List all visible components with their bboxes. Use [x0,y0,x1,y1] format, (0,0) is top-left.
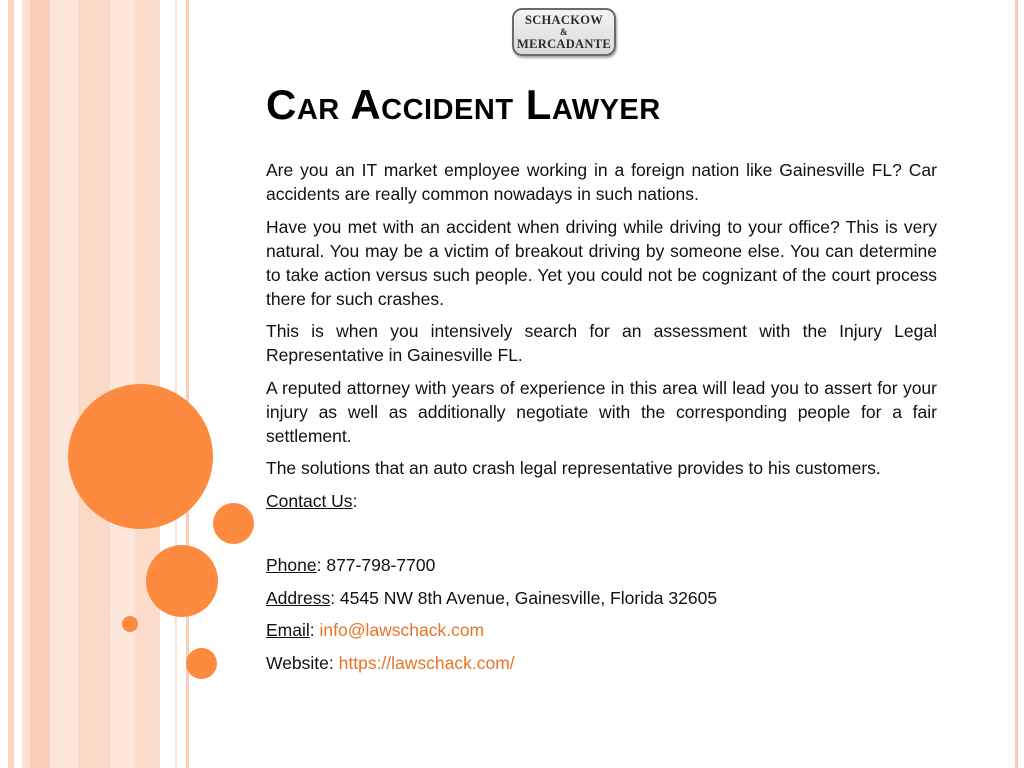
right-border-line [1015,0,1018,768]
small-orange-circle-bottom [186,648,217,679]
email-link[interactable]: info@lawschack.com [319,620,485,640]
left-stripe-decoration [0,0,200,768]
medium-orange-circle [146,545,218,617]
phone-label: Phone [266,555,317,575]
paragraph-3: This is when you intensively search for an assessment with the Injury Legal Representative in Gainesville FL. [266,321,937,365]
phone-line [266,553,937,577]
page-title: Car Accident Lawyer [266,81,661,128]
large-orange-circle [68,384,213,529]
spacer [266,521,937,553]
paragraph-5: The solutions that an auto crash legal representative provides to his customers. [266,458,881,478]
logo-line-2: & [560,27,568,37]
email-label: Email [266,620,310,640]
main-content [266,158,937,683]
website-label: Website: [266,652,339,673]
email-separator: : [309,620,320,640]
contact-heading [266,489,937,513]
logo-line-1: SCHACKOW [524,13,604,27]
contact-heading-label: Contact Us [266,490,353,511]
paragraph-2: Have you met with an accident when driving while driving to your office? This is very natural. You may be a victim of breakout driving by someone else. You can determine to take action versus such people. Yet you could not be cognizant of the court process there for such crashes. [266,216,937,309]
paragraph-4: A reputed attorney with years of experience in this area will lead you to assert for your injury as well as additionally negotiate with the corresponding people for a fair settlement. [266,377,937,446]
address-label: Address [266,587,331,608]
logo-line-3: MERCADANTE [517,37,611,51]
company-logo [512,8,616,56]
tiny-orange-circle [122,616,138,632]
address-line [266,586,937,610]
contact-heading-suffix: : [352,490,358,511]
small-orange-circle [213,503,254,544]
phone-value: : 877-798-7700 [316,555,436,575]
email-line [266,618,937,642]
website-link[interactable]: https://lawschack.com/ [338,652,515,673]
address-value: : 4545 NW 8th Avenue, Gainesville, Florida 32605 [330,587,718,608]
website-line [266,651,937,675]
paragraph-1: Are you an IT market employee working in a foreign nation like Gainesville FL? Car accidents are really common nowadays in such nations. [266,160,937,204]
